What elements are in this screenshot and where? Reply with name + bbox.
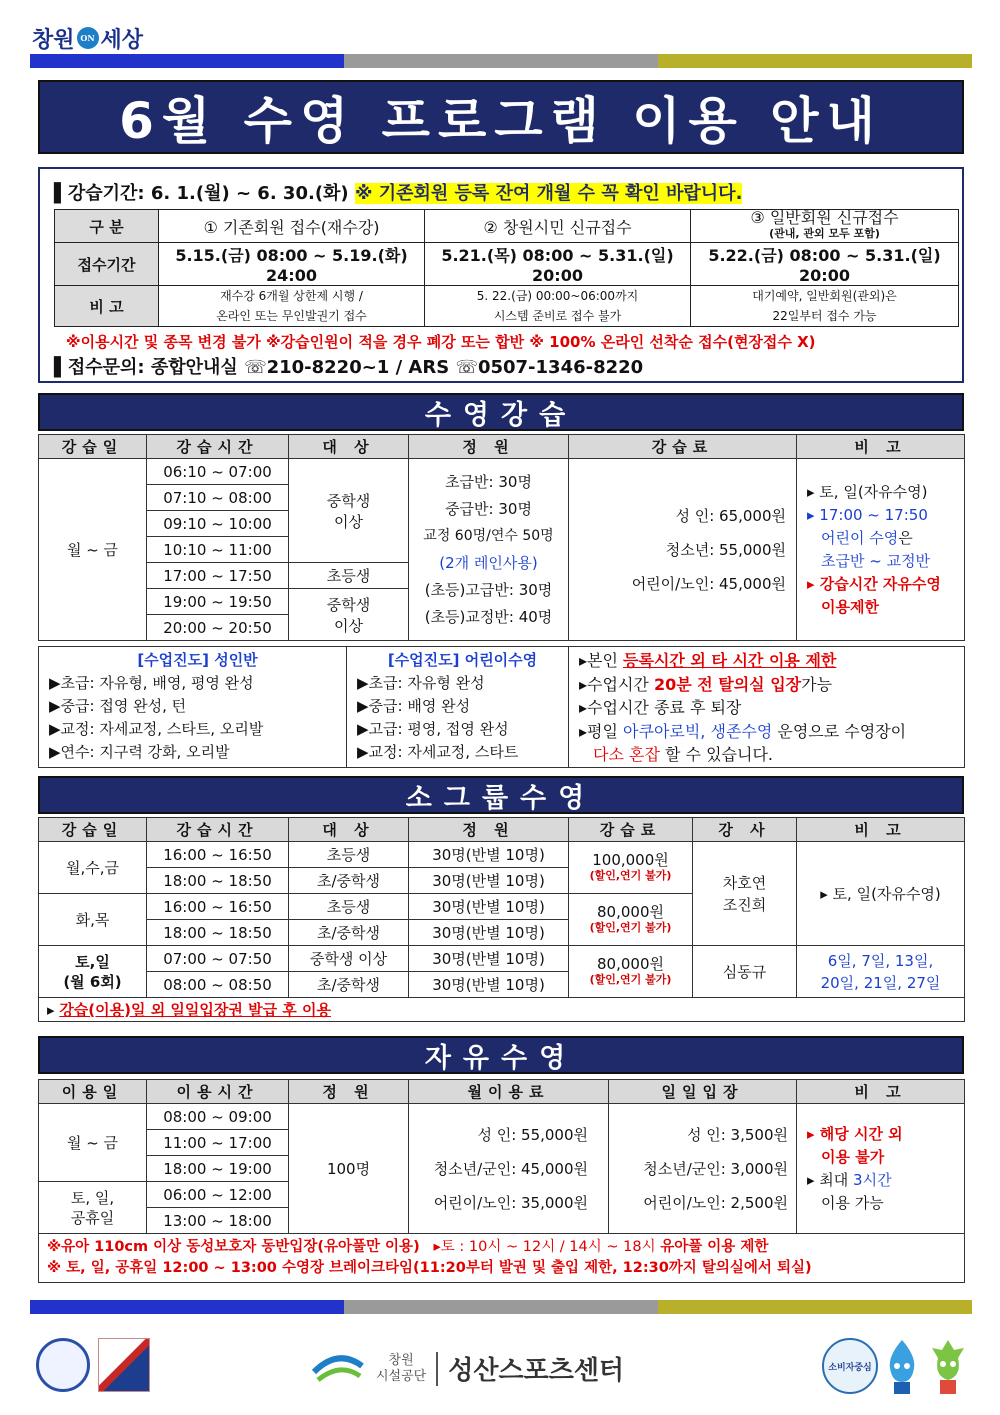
top-color-bar [30, 54, 972, 68]
certification-seal-icon [36, 1338, 90, 1392]
warning-text: ※이용시간 및 종목 변경 불가 ※강습인원이 적을 경우 폐강 또는 합반 ※ 100% 온라인 선착순 접수(현장접수 X) [66, 333, 816, 351]
bottom-color-bar [30, 1300, 972, 1314]
mascot-green-icon [928, 1338, 968, 1396]
page-title: 6월 수영 프로그램 이용 안내 [38, 80, 964, 154]
city-logo: 창원 ON 세상 [32, 26, 144, 53]
footer-org-logo: 창원 시설공단 성산스포츠센터 [310, 1350, 624, 1387]
center-name: 성산스포츠센터 [448, 1356, 625, 1386]
section-title-group: 소그룹수영 [38, 776, 964, 814]
mascot-blue-icon [882, 1338, 922, 1396]
certification-mark-icon [98, 1338, 150, 1392]
registration-table: 구 분 ① 기존회원 접수(재수강) ② 창원시민 신규접수 ③ 일반회원 신규접수 (관내, 관외 모두 포함) 접수기간 5.15.(금) 08:00 ~ 5.19.(화) 24:00 5.21.(목) 08:00 ~ 5.31.(일) 20:00 5.22.(금) 08:00 ~ 5.31.(일) 20:00 비 고 재수강 6개월 상한제 시행 / 온라인 또는 무인발권기 접수 5. 22.(금) 00:00~06:00까지 시스템 준비로 접수 불가 대기예약, 일반회원(관외)은 22일부터 접수 가능 [54, 209, 959, 327]
group-table: 강습일 강습시간 대 상 정 원 강습료 강 사 비 고 월,수,금 16:00 ~ 16:50 초등생 30명(반별 10명) 100,000원 (할인,연기 불가) 차호연 조진희 ▸ 토, 일(자유수영) 18:00 ~ 18:50 초/중학생 30명(반별 10명) 화,목 16:00 ~ 16:50 초등생 30명(반별 10명) 80,000원 (할인,연기 불가) 18:00 ~ 18:50 초/중학생 30명(반별 10명) 토,일 (월 6회) 07:00 ~ 07:50 중학생 이상 30명(반별 10명) 80,000원 (할인,연기 불가) 심동규 6일, 7일, 13일, 20일, 21일, 27일 08:00 ~ 08:50 초/중학생 30명(반별 10명) ▸ 강습(이용)일 외 일일입장권 발급 후 이용 [38, 817, 965, 1022]
section-title-free: 자유수영 [38, 1036, 964, 1074]
lesson-table: 강습일 강습시간 대 상 정 원 강습료 비 고 월 ~ 금 06:10 ~ 07:00 중학생 이상 초급반: 30명 중급반: 30명 교정 60명/연수 50명 (2개 레인사용) (초등)고급반: 30명 (초등)교정반: 40명 성 인: 65,000원 청소년: 55,000원 어린이/노인: 45,000원 ▸ 토, 일(자유수영) ▸ 17:00 ~ 17:50 어린이 수영은 초급반 ~ 교정반 ▸ 강습시간 자유수영 이용제한 07:10 ~ 08:00 09:10 ~ 10:00 10:10 ~ 11:00 17:00 ~ 17:50 초등생 19:00 ~ 19:50 중학생 이상 20:00 ~ 20:50 [38, 434, 965, 641]
inquiry-text: ▌접수문의: 종합안내실 ☏210-8220~1 / ARS ☏0507-1346-8220 [54, 357, 644, 378]
section-title-lesson: 수영강습 [38, 393, 964, 431]
lesson-period: ▌강습기간: 6. 1.(월) ~ 6. 30.(화) ※ 기존회원 등록 잔여 개월 수 꼭 확인 바랍니다. [54, 183, 743, 204]
globe-icon: ON [77, 27, 99, 49]
progress-table: [수업진도] 성인반 ▶초급: 자유형, 배영, 평영 완성 ▶중급: 접영 완성, 턴 ▶교정: 자세교정, 스타트, 오리발 ▶연수: 지구력 강화, 오리발 [수업진도] 어린이수영 ▶초급: 자유형 완성 ▶중급: 배영 완성 ▶고급: 평영, 접영 완성 ▶교정: 자세교정, 스타트 ▸본인 등록시간 외 타 시간 이용 제한 ▸수업시간 20분 전 탈의실 입장가능 ▸수업시간 종료 후 퇴장 ▸평일 아쿠아로빅, 생존수영 운영으로 수영장이 다소 혼잡 할 수 있습니다. [38, 646, 965, 768]
consumer-badge-icon: 소비자중심 [822, 1338, 878, 1394]
org-swoosh-icon [310, 1352, 366, 1386]
free-swim-table: 이용일 이용시간 정 원 월이용료 일일입장 비 고 월 ~ 금 08:00 ~ 09:00 100명 성 인: 55,000원 청소년/군인: 45,000원 어린이/노인: 35,000원 성 인: 3,500원 청소년/군인: 3,000원 어린이/노인: 2,500원 ▸ 해당 시간 외 이용 불가 ▸ 최대 3시간 이용 가능 11:00 ~ 17:00 18:00 ~ 19:00 토, 일, 공휴일 06:00 ~ 12:00 13:00 ~ 18:00 ※유아 110cm 이상 동성보호자 동반입장(유아풀만 이용) ▸토 : 10시 ~ 12시 / 14시 ~ 18시 유아풀 이용 제한 ※ 토, 일, 공휴일 12:00 ~ 13:00 수영장 브레이크타임(11:20부터 발권 및 출입 제한, 12:30까지 탈의실에서 퇴실) [38, 1079, 965, 1283]
period-note: ※ 기존회원 등록 잔여 개월 수 꼭 확인 바랍니다. [354, 183, 743, 204]
registration-info [38, 167, 964, 383]
